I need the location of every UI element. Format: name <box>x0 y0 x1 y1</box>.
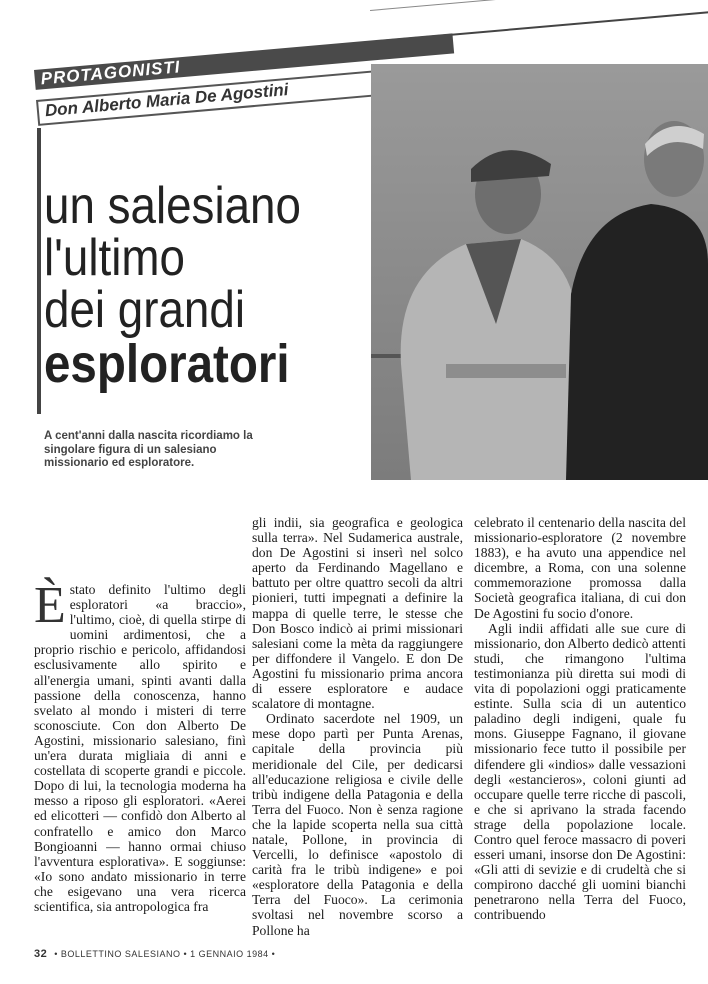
headline-line-4: esploratori <box>44 334 290 394</box>
two-men-photo <box>371 64 708 480</box>
section-label: PROTAGONISTI <box>39 57 182 89</box>
headline-line-3: dei grandi <box>44 281 245 339</box>
paragraph: Agli indii affidati alle sue cure di missionario, don Alberto dedicò attenti studi, che rimangono l'ultima testimonianza più diretta sui modi di vita di popolazioni oggi praticamente estinte. Sulla scia di un autentico paladino degli indigeni, quale fu mons. Giuseppe Fagnano, il giovane missionario fece tutto il possibile per difendere gli «indios» dalle vessazioni degli «estancieros», coloni giunti ad occupare quelle terre ricche di pascoli, e che si aprivano la strada facendo strage della popolazione locale. Contro quel feroce massacro di poveri esseri umani, insorse don De Agostini: «Gli atti di sevizie e di crudeltà che si compirono dacché gli uomini bianchi penetrarono nella Terra del Fuoco, contribuendo <box>474 620 686 923</box>
photo-illustration <box>371 64 708 480</box>
paragraph: gli indii, sia geografica e geologica sulla terra». Nel Sudamerica australe, don De Agostini si inserì nel solco aperto da Ferdinando Magellano e battuto per oltre quattro secoli da altri pionieri, tutti impegnati a definire la mappa di quelle terre, le stesse che Don Bosco indicò ai primi missionari salesiani come la mèta da raggiungere per diffondere il Vangelo. E don De Agostini fu missionario prima ancora di essere esploratore e audace scalatore di montagne. <box>252 515 463 712</box>
page-footer <box>34 948 275 960</box>
subject-label: Don Alberto Maria De Agostini <box>44 80 290 121</box>
paragraph: celebrato il centenario della nascita del missionario-esploratore (2 novembre 1883), e ha avuto una appendice nel dicembre, a Roma, con una solenne commemorazione promossa dalla Società geografica italiana, di cui don De Agostini fu socio d'onore. <box>474 515 686 621</box>
article-column-3 <box>474 515 686 923</box>
article-column-1 <box>34 577 246 914</box>
decorative-rule <box>370 0 629 11</box>
standfirst: A cent'anni dalla nascita ricordiamo la singolare figura di un salesiano missionario ed esploratore. <box>44 430 253 469</box>
headline-line-1: un salesiano <box>44 177 301 235</box>
paragraph: Ordinato sacerdote nel 1909, un mese dopo partì per Punta Arenas, capitale della provincia più meridionale del Cile, per dedicarsi all'educazione religiosa e civile delle tribù indigene della Patagonia e della Terra del Fuoco. Non è senza ragione che la lapide scoperta nella sua città natale, Pollone, in provincia di Vercelli, lo definisce «apostolo di carità fra le tribù indigene» e poi «esploratore della Patagonia e della Terra del Fuoco». La cerimonia svoltasi nel novembre scorso a Pollone ha <box>252 711 463 938</box>
drop-cap: È <box>34 577 66 634</box>
title-accent-bar <box>37 128 41 414</box>
page-number: 32 <box>34 948 48 960</box>
publication-info: • BOLLETTINO SALESIANO • 1 GENNAIO 1984 • <box>54 949 276 959</box>
article-column-2 <box>252 515 463 938</box>
paragraph: stato definito l'ultimo degli esploratori «a braccio», l'ultimo, cioè, di quella stirpe di uomini ardimentosi, che a proprio rischio e pericolo, affidandosi esclusivamente allo spirito e all'energia umani, spinti avanti dalla passione della conoscenza, hanno svelato al mondo i misteri di terre sconosciute. Con don Alberto De Agostini, missionario salesiano, finì un'era durata migliaia di anni e costellata di scoperte grandi e piccole. Dopo di lui, la tecnologia moderna ha messo a riposo gli esploratori. «Aerei ed elicotteri — confidò don Alberto al confratello e amico don Marco Bongioanni — hanno ormai chiuso l'avventura esplorativa». E soggiunse: «Io sono andato missionario in terre che esigevano una vera ricerca scientifica, sia antropologica fra <box>34 582 246 914</box>
headline-line-2: l'ultimo <box>44 229 185 287</box>
